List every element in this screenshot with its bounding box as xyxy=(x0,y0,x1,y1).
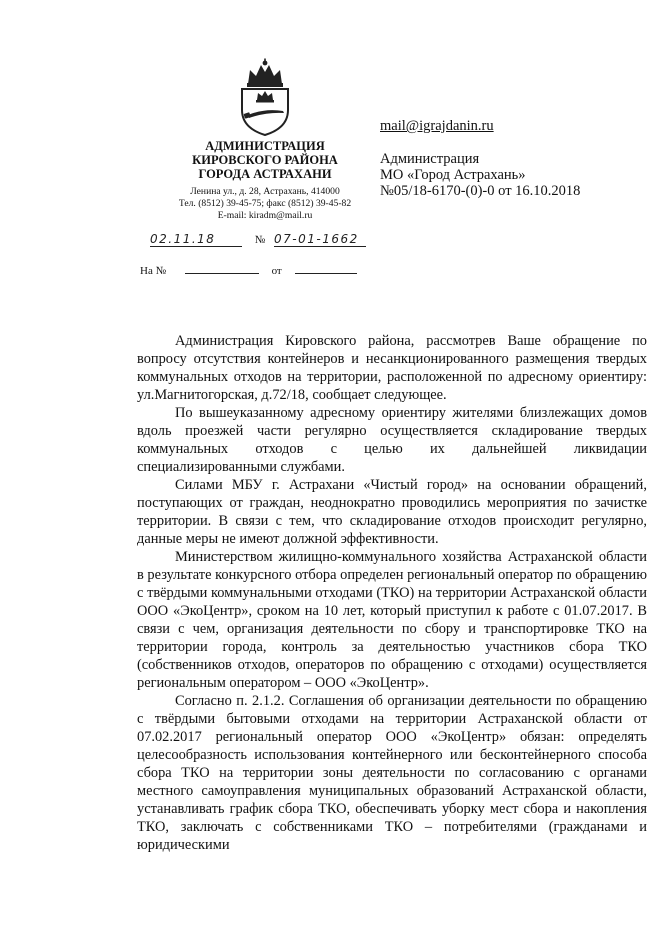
registration-line xyxy=(150,232,366,247)
recipient-line: №05/18-6170-(0)-0 от 16.10.2018 xyxy=(380,183,581,199)
recipient-block xyxy=(380,118,580,199)
body-paragraph: Администрация Кировского района, рассмотрев Ваше обращение по вопросу отсутствия контейнеров и несанкционированного размещения твердых коммунальных отходов на территории, расположенной по адресному ориентиру: ул.Магнитогорская, д.72/18, сообщает следующее. xyxy=(137,333,647,403)
body-paragraph: По вышеуказанному адресному ориентиру жителями близлежащих домов вдоль проезжей части регулярно осуществляется складирование твердых коммунальных отходов с целью их дальнейшей ликвидации специализированными службами. xyxy=(137,405,647,475)
number-label: № xyxy=(254,234,266,246)
organization-contacts xyxy=(150,186,380,222)
recipient-email[interactable]: mail@igrajdanin.ru xyxy=(380,118,494,134)
org-line: ГОРОДА АСТРАХАНИ xyxy=(198,167,332,181)
registration-date: 02.11.18 xyxy=(150,232,242,247)
ref-number-label: На № xyxy=(140,265,167,277)
org-line: АДМИНИСТРАЦИЯ xyxy=(205,139,325,153)
recipient-line: МО «Город Астрахань» xyxy=(380,167,526,183)
recipient-line: Администрация xyxy=(380,151,480,167)
email-line: E-mail: kiradm@mail.ru xyxy=(217,210,313,221)
body-paragraph: Согласно п. 2.1.2. Соглашения об организации деятельности по обращению с твёрдыми бытовыми отходами на территории Астраханской области от 07.02.2017 региональный оператор ООО «ЭкоЦентр» обязан: определять целесообразность использования контейнерного или бесконтейнерного способа сбора ТКО на территории зоны деятельности по согласованию с органами местного самоуправления муниципальных образований Астраханской области, устанавливать график сбора ТКО, обеспечивать уборку мест сбора и накопления ТКО, заключать с собственниками ТКО – потребителями (гражданами и юридическими xyxy=(137,693,647,853)
org-line: КИРОВСКОГО РАЙОНА xyxy=(192,153,338,167)
ref-date-blank xyxy=(295,262,357,274)
ref-number-blank xyxy=(185,262,259,274)
ref-from-label: от xyxy=(271,265,282,277)
organization-name xyxy=(150,139,380,181)
address-line: Ленина ул., д. 28, Астрахань, 414000 xyxy=(190,186,340,197)
letter-body xyxy=(137,332,647,854)
reference-line xyxy=(140,262,357,277)
body-paragraph: Силами МБУ г. Астрахани «Чистый город» на основании обращений, поступающих от граждан, неоднократно проводились мероприятия по зачистке территории. В связи с тем, что складирование отходов происходит регулярно, данные меры не имеют должной эффективности. xyxy=(137,477,647,547)
astrakhan-coat-of-arms-icon xyxy=(234,58,296,136)
body-paragraph: Министерством жилищно-коммунального хозяйства Астраханской области в результате конкурсного отбора определен региональный оператор по обращению с твёрдыми коммунальными отходами (ТКО) на территории Астраханской области ООО «ЭкоЦентр», сроком на 10 лет, который приступил к работе с 01.07.2017. В связи с чем, организация деятельности по сбору и транспортировке ТКО на территории города, контроль за деятельностью участников сбора ТКО (собственников отходов, операторов по обращению с отходами) осуществляется региональным оператором – ООО «ЭкоЦентр». xyxy=(137,549,647,691)
registration-number: 07-01-1662 xyxy=(274,232,366,247)
phone-line: Тел. (8512) 39-45-75; факс (8512) 39-45-82 xyxy=(178,198,352,209)
